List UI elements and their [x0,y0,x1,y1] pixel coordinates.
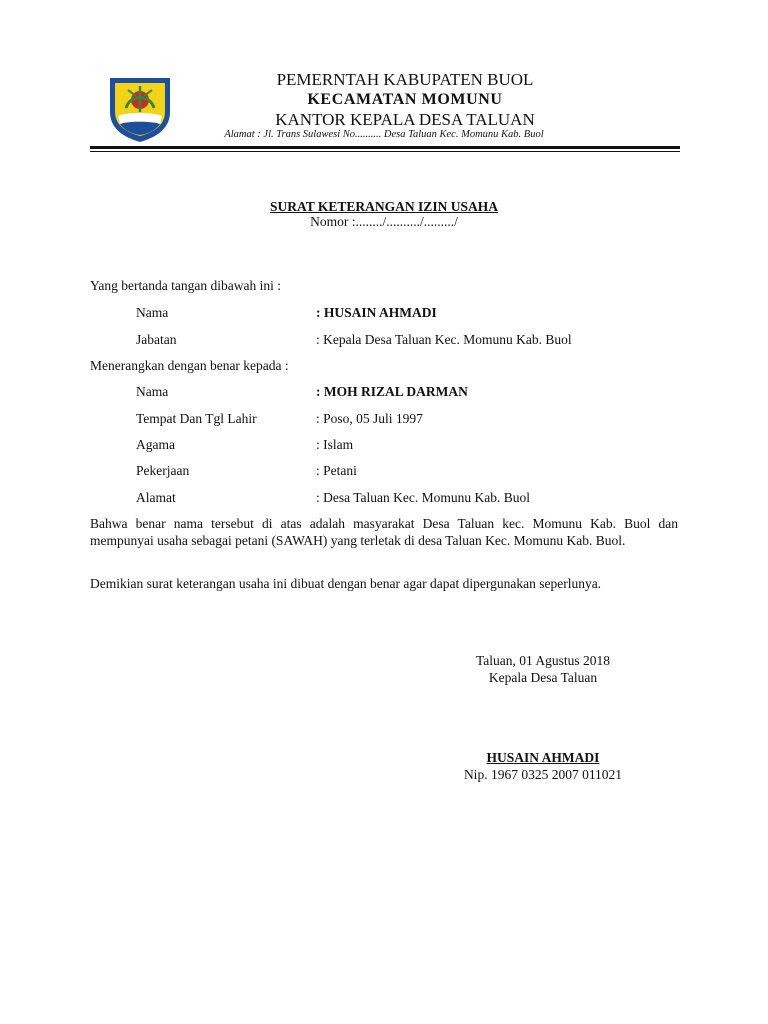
subject-birth-label: Tempat Dan Tgl Lahir [136,411,257,426]
letterhead [180,70,630,130]
signature-nip: Nip. 1967 0325 2007 011021 [463,767,623,782]
subject-occupation-label: Pekerjaan [136,463,190,478]
document-title: SURAT KETERANGAN IZIN USAHA [270,199,498,214]
subject-occupation-value: : Petani [316,463,357,478]
signature-position: Kepala Desa Taluan [488,670,598,685]
signature-name: HUSAIN AHMADI [486,750,600,765]
signature-header [430,652,656,686]
closing-paragraph: Demikian surat keterangan usaha ini dibuat dengan benar agar dapat dipergunakan seperlunya. [90,576,602,591]
statement-intro: Menerangkan dengan benar kepada : [90,358,289,373]
letterhead-divider-thick [90,146,680,149]
signatory-position-label: Jabatan [136,332,177,347]
signatory-position-value: : Kepala Desa Taluan Kec. Momunu Kab. Buol [316,332,572,347]
signature-place-date: Taluan, 01 Agustus 2018 [475,653,611,668]
subject-address-label: Alamat [136,490,176,505]
office-name: KANTOR KEPALA DESA TALUAN [275,110,535,129]
body-paragraph: Bahwa benar nama tersebut di atas adalah masyarakat Desa Taluan kec. Momunu Kab. Buol dan mempunyai usaha sebagai petani (SAWAH) yang terletak di desa Taluan Kec. Momunu Kab. Buol. [90,516,678,548]
signatory-name-value: : HUSAIN AHMADI [316,305,437,320]
district-name: KECAMATAN MOMUNU [307,91,503,108]
subject-name-label: Nama [136,384,169,399]
subject-address-value: : Desa Taluan Kec. Momunu Kab. Buol [316,490,531,505]
letterhead-divider-thin [90,151,680,152]
document-number: Nomor :......../........../........./ [310,214,458,229]
signatory-name-label: Nama [136,305,169,320]
subject-birth-value: : Poso, 05 Juli 1997 [316,411,423,426]
intro-text: Yang bertanda tangan dibawah ini : [90,278,281,293]
signature-footer [430,749,656,783]
subject-religion-value: : Islam [316,437,354,452]
government-name: PEMERNTAH KABUPATEN BUOL [276,70,534,89]
subject-religion-label: Agama [136,437,175,452]
office-address: Alamat : Jl. Trans Sulawesi No.......... Desa Taluan Kec. Momunu Kab. Buol [224,129,544,140]
subject-name-value: : MOH RIZAL DARMAN [316,384,468,399]
